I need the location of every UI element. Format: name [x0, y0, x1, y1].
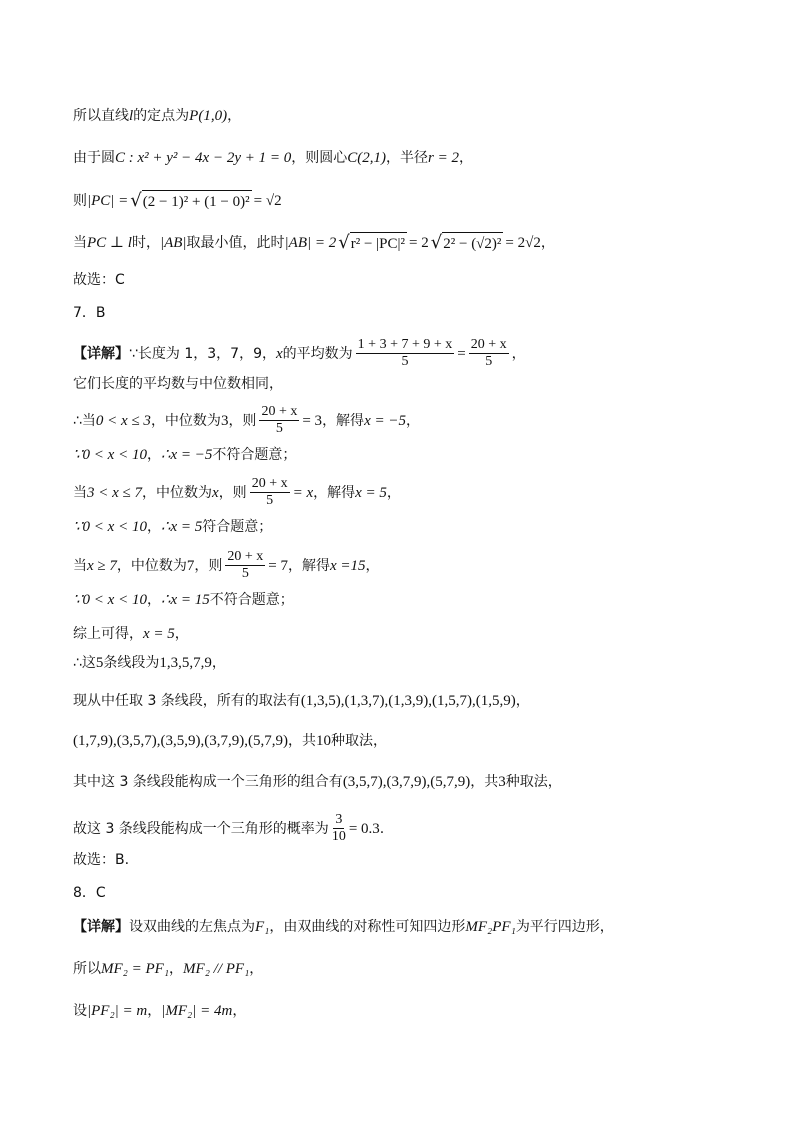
math: 10 [315, 733, 331, 749]
text: 为平行四边形， [515, 919, 614, 935]
text: 当 [73, 235, 87, 251]
text: ，共 [287, 733, 316, 749]
fraction [259, 404, 299, 437]
line-4 [73, 232, 555, 254]
text: ， [458, 150, 473, 166]
line-15 [73, 624, 189, 644]
line-14 [73, 590, 294, 610]
text: ， [365, 557, 380, 574]
text: 故这 3 条线段能构成一个三角形的概率为 [73, 820, 329, 837]
math: = 7 [268, 557, 289, 574]
question-heading-8 [73, 883, 106, 903]
text: 7．B [73, 305, 106, 321]
text: 8．C [73, 885, 106, 901]
math: ∴x = 15 [160, 592, 210, 608]
math: ∴x = −5 [160, 447, 213, 463]
text: 所以 [73, 961, 101, 977]
math: 1,3,5,7,9 [159, 655, 212, 671]
sqrt: √ (2 − 1)² + (1 − 0)² [130, 190, 250, 211]
text: ，由双曲线的对称性可知四边形 [269, 919, 466, 935]
text: ，中位数为 [116, 557, 187, 574]
numerator: 1 + 3 + 7 + 9 + x [357, 337, 453, 352]
line-25 [73, 1001, 246, 1021]
math: |MF₂| = 4m [161, 1003, 233, 1019]
text: ， [147, 1003, 162, 1019]
line-1 [73, 106, 241, 126]
text: ，中位数为 [150, 412, 221, 429]
question-heading-7 [73, 303, 106, 323]
line-2 [73, 148, 473, 168]
text: ∴当 [73, 412, 96, 429]
math: (3,5,7),(3,7,9),(5,7,9) [342, 774, 471, 790]
text: ，共 [470, 774, 499, 790]
math: ∴x = 5 [160, 519, 203, 535]
text: 它们长度的平均数与中位数相同， [73, 376, 283, 392]
text: ， [386, 484, 401, 501]
math: r = 2 [428, 150, 459, 166]
numerator: 20 + x [261, 404, 298, 419]
fraction [332, 812, 346, 845]
text: ，则 [218, 484, 247, 501]
math: = 3 [302, 412, 323, 429]
text: 条线段为 [103, 655, 160, 671]
text: 当 [73, 484, 87, 501]
text: 不符合题意； [209, 592, 294, 608]
numerator: 20 + x [470, 337, 507, 352]
math: MF₂ // PF₁ [183, 961, 250, 977]
text: 的平均数为 [282, 345, 353, 362]
text: ， [174, 626, 189, 642]
math: 0 < x ≤ 3 [95, 412, 151, 429]
text: 综上可得， [73, 626, 143, 642]
denominator: 5 [485, 354, 493, 369]
line-21 [73, 850, 129, 870]
text: ， [249, 961, 264, 977]
numerator: 3 [335, 812, 343, 827]
math: ∵0 < x < 10 [73, 519, 147, 535]
text: 当 [73, 557, 87, 574]
text: ∵长度为 1，3，7，9， [129, 345, 276, 362]
text: 现从中任取 3 条线段，所有的取法有 [73, 693, 301, 709]
text: ， [540, 235, 555, 251]
text: 符合题意； [202, 519, 273, 535]
math: 3 [220, 412, 229, 429]
math: |PF₂| = m [87, 1003, 148, 1019]
text: 所以直线 [73, 108, 129, 124]
numerator: 20 + x [251, 476, 288, 491]
fraction [469, 337, 509, 370]
math: P(1,0) [189, 108, 228, 124]
text: ，解得 [313, 484, 356, 501]
math: 3 < x ≤ 7 [87, 484, 143, 501]
text: ，则圆心 [291, 150, 348, 166]
math: PC ⊥ l [87, 235, 132, 251]
denominator: 5 [401, 354, 409, 369]
math: 7 [186, 557, 195, 574]
text: ， [146, 592, 161, 608]
math: x = 5 [143, 626, 175, 642]
line-5 [73, 270, 125, 290]
text: 设 [73, 1003, 87, 1019]
text: 种取法， [330, 733, 387, 749]
math: = 2√2 [505, 235, 541, 251]
math: x =15 [330, 557, 366, 574]
text: 故选：C [73, 272, 125, 288]
math: (1,7,9),(3,5,7),(3,5,9),(3,7,9),(5,7,9) [73, 733, 288, 749]
math: x [212, 484, 219, 501]
line-19 [73, 772, 562, 792]
math: = 2 [409, 235, 429, 251]
math: = x [292, 484, 314, 501]
text: ，解得 [322, 412, 365, 429]
math: 3 [498, 774, 506, 790]
math: F₁ [255, 919, 270, 935]
text: ， [515, 693, 530, 709]
line-17 [73, 691, 530, 711]
line-13 [73, 549, 380, 582]
text: 则 [73, 193, 87, 209]
math: ∵0 < x < 10 [73, 592, 147, 608]
math: |AB| [159, 235, 187, 251]
text: ， [211, 655, 226, 671]
radicand: (2 − 1)² + (1 − 0)² [142, 190, 252, 212]
text: . [379, 820, 385, 837]
line-16 [73, 653, 226, 673]
text: ， [405, 412, 420, 429]
math: x [276, 345, 283, 362]
math: MF₂PF₁ [465, 919, 516, 935]
radicand: 2² − (√2)² [442, 232, 503, 254]
line-23 [73, 917, 614, 937]
text: 设双曲线的左焦点为 [129, 919, 255, 935]
text: ， [146, 447, 161, 463]
text: 的定点为 [133, 108, 190, 124]
line-11 [73, 476, 401, 509]
denominator: 5 [241, 566, 249, 581]
radicand: r² − |PC|² [350, 232, 407, 254]
math: = 0.3 [348, 820, 380, 837]
line-10 [73, 445, 296, 465]
numerator: 20 + x [227, 549, 264, 564]
text: ，则 [228, 412, 257, 429]
math: x ≥ 7 [87, 557, 117, 574]
line-12 [73, 517, 272, 537]
text: ，解得 [288, 557, 331, 574]
text: ， [227, 108, 242, 124]
detail-tag: 【详解】 [73, 345, 129, 362]
sqrt: √ 2² − (√2)² [430, 232, 502, 253]
line-9 [73, 404, 420, 437]
math: (1,3,5),(1,3,7),(1,3,9),(1,5,7),(1,5,9) [300, 693, 516, 709]
math: = [457, 345, 466, 362]
line-18 [73, 731, 387, 751]
sqrt: √ r² − |PC|² [338, 232, 406, 253]
denominator: 10 [331, 829, 346, 844]
text: ， [169, 961, 184, 977]
math: = √2 [253, 193, 282, 209]
line-8 [73, 374, 283, 394]
denominator: 5 [266, 493, 274, 508]
text: ，半径 [386, 150, 428, 166]
denominator: 5 [275, 421, 283, 436]
text: 种取法， [505, 774, 562, 790]
text: 故选：B. [73, 852, 130, 868]
math: |PC| = [87, 193, 129, 209]
line-24 [73, 959, 263, 979]
math: MF₂ = PF₁ [101, 961, 170, 977]
math: C : x² + y² − 4x − 2y + 1 = 0 [115, 150, 292, 166]
math: |AB| = 2 [284, 235, 337, 251]
math: ∵0 < x < 10 [73, 447, 147, 463]
math: x = 5 [355, 484, 387, 501]
math: 5 [95, 655, 104, 671]
text: ， [511, 345, 526, 362]
line-7 [73, 337, 526, 370]
line-3 [73, 190, 282, 212]
text: 由于圆 [73, 150, 115, 166]
text: ∴这 [73, 655, 96, 671]
math: l [129, 108, 134, 124]
line-20 [73, 812, 384, 845]
math: x = −5 [364, 412, 406, 429]
text: 不符合题意； [212, 447, 297, 463]
math: C(2,1) [347, 150, 386, 166]
detail-tag: 【详解】 [73, 919, 129, 935]
fraction [225, 549, 265, 582]
fraction [356, 337, 455, 370]
text: 时， [131, 235, 160, 251]
text: 取最小值，此时 [186, 235, 285, 251]
fraction [250, 476, 290, 509]
text: ，则 [194, 557, 223, 574]
text: ， [232, 1003, 247, 1019]
text: ，中位数为 [142, 484, 213, 501]
text: 其中这 3 条线段能构成一个三角形的组合有 [73, 774, 343, 790]
text: ， [146, 519, 161, 535]
